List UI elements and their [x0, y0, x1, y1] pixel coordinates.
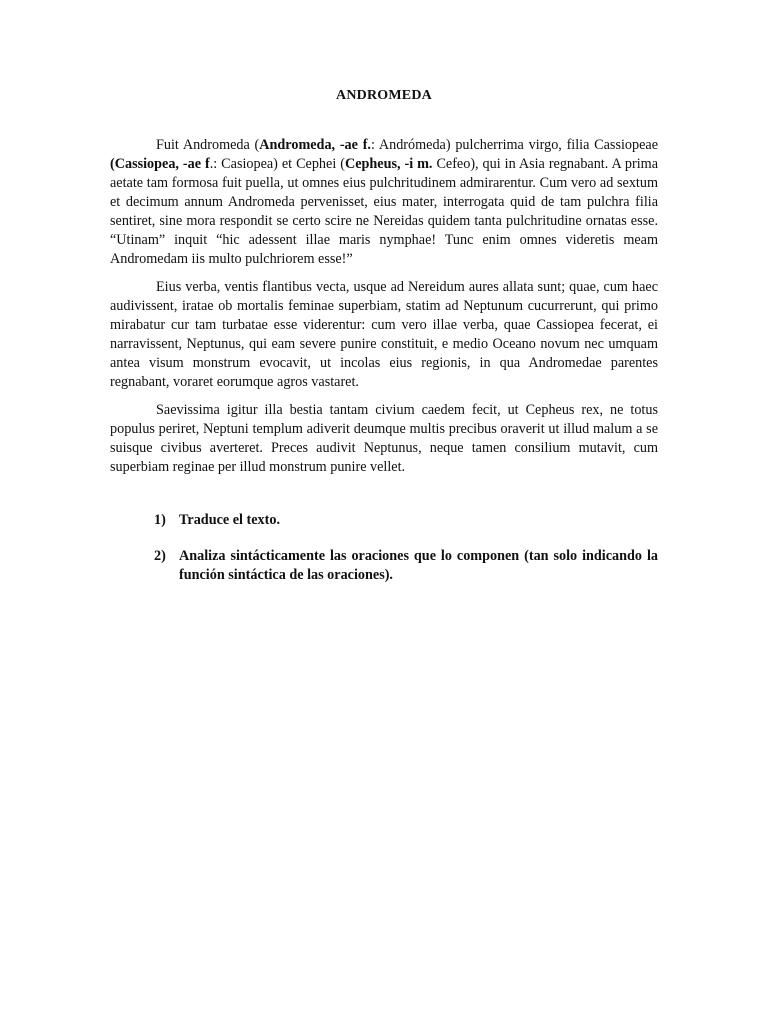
task-text: Traduce el texto.	[179, 512, 280, 528]
task-text: Analiza sintácticamente las oraciones que lo componen (tan solo indicando la función sintáctica de las oraciones).	[179, 548, 658, 583]
paragraph-1-bold-1: Andromeda, -ae f.	[259, 137, 371, 153]
paragraph-1	[110, 136, 658, 269]
task-item	[110, 511, 658, 530]
document-page	[110, 86, 658, 602]
paragraph-3: Saevissima igitur illa bestia tantam civium caedem fecit, ut Cepheus rex, ne totus populus periret, Neptuni templum adiverit deumque multis precibus oraverit ut illud malum a se suisque civibus averteret. Preces audivit Neptunus, neque tamen consilium mutavit, cum superbiam reginae per illud monstrum punire vellet.	[110, 402, 658, 475]
task-list	[110, 511, 658, 585]
paragraph-1-text-4: Cefeo), qui in Asia regnabant. A prima aetate tam formosa fuit puella, ut omnes eius pulchritudinem admirarentur. Cum vero ad sextum et decimum annum Andromeda pervenisset, eius mater, interrogata quid de tam pulchra filia sentiret, sine mora respondit se certo scire ne Nereidas quidem tanta pulchritudine ornatas esse. “Utinam” inquit “hic adessent illae maris nymphae! Tunc enim omnes videretis meam Andromedam iis multo pulchriorem esse!”	[110, 156, 658, 267]
paragraph-1-text-3: .: Casiopea) et Cephei (	[209, 156, 345, 172]
paragraph-1-text-1: Fuit Andromeda (	[156, 137, 260, 153]
paragraph-1-bold-3: Cepheus, -i m.	[344, 156, 433, 172]
paragraph-1-text-2: : Andrómeda) pulcherrima virgo, filia Cassiopeae	[370, 137, 658, 153]
paragraph-2: Eius verba, ventis flantibus vecta, usque ad Nereidum aures allata sunt; quae, cum haec audivissent, iratae ob mortalis feminae superbiam, statim ad Neptunum cucurrerunt, qui primo mirabatur cur tam turbatae esse viderentur: cum vero illae verba, quae Cassiopea fecerat, ei narravissent, Neptunus, qui eam severe punire constituit, e medio Oceano novum nec umquam antea visum monstrum evocavit, ut incolas eius regionis, in qua Andromedae parentes regnabant, voraret eorumque agros vastaret.	[110, 279, 658, 390]
task-number: 2)	[154, 548, 166, 564]
task-number: 1)	[154, 512, 166, 528]
task-item	[110, 547, 658, 585]
paragraph-1-bold-2: (Cassiopea, -ae f	[110, 156, 210, 172]
document-title: ANDROMEDA	[336, 88, 432, 103]
